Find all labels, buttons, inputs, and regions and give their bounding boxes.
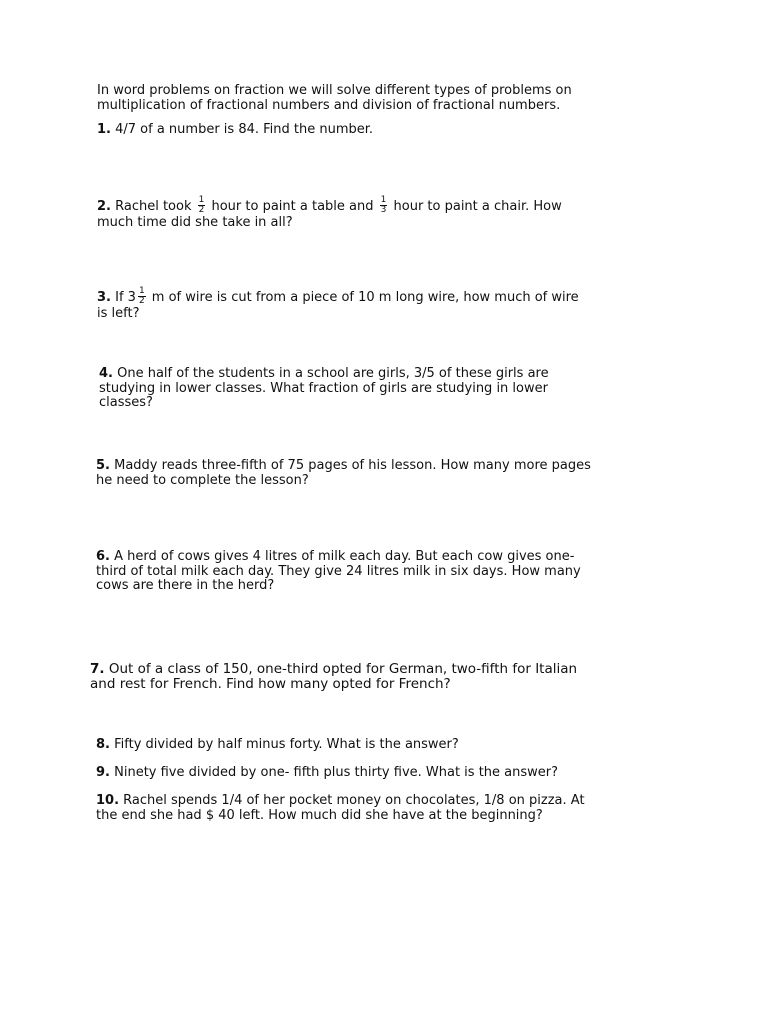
question-text-line-3: classes? [99, 395, 153, 410]
fraction-numerator: 1 [198, 195, 205, 205]
question-number: 9. [96, 765, 110, 780]
question-4 [99, 367, 549, 411]
question-text-line-3: cows are there in the herd? [96, 578, 275, 593]
question-9 [96, 766, 558, 781]
intro-paragraph [97, 84, 572, 113]
question-7 [90, 662, 577, 692]
question-text-part: If 3 [110, 290, 136, 305]
fraction-one-half [198, 196, 206, 215]
question-number: 2. [97, 199, 111, 214]
question-number: 5. [96, 458, 110, 473]
question-text: 4/7 of a number is 84. Find the number. [110, 122, 374, 137]
question-2 [97, 197, 562, 231]
question-text-line-2: and rest for French. Find how many opted for French? [90, 676, 451, 692]
question-number: 10. [96, 793, 120, 808]
question-text-part: hour to paint a table and [207, 199, 378, 214]
question-number: 8. [96, 737, 110, 752]
question-text-part: m of wire is cut from a piece of 10 m long wire, how much of wire [147, 290, 579, 305]
question-text-line-2: much time did she take in all? [97, 215, 293, 230]
question-8 [96, 738, 459, 753]
fraction-denominator: 3 [380, 205, 387, 215]
question-1 [97, 123, 373, 138]
question-text-part: hour to paint a chair. How [389, 199, 562, 214]
question-text: Fifty divided by half minus forty. What is the answer? [109, 737, 459, 752]
question-text-line-2: the end she had $ 40 left. How much did she have at the beginning? [96, 807, 543, 823]
question-number: 6. [96, 549, 110, 564]
question-number: 4. [99, 366, 113, 381]
intro-line-2: multiplication of fractional numbers and division of fractional numbers. [97, 97, 561, 113]
question-number: 7. [90, 661, 105, 677]
fraction-one-third [380, 196, 388, 215]
question-6 [96, 550, 581, 594]
question-number: 3. [97, 290, 111, 305]
intro-line-1: In word problems on fraction we will solve different types of problems on [97, 83, 572, 98]
question-number: 1. [97, 122, 111, 137]
question-text: Rachel spends 1/4 of her pocket money on chocolates, 1/8 on pizza. At [119, 793, 585, 808]
question-text-part: Rachel took [110, 199, 196, 214]
question-text: Ninety five divided by one- fifth plus thirty five. What is the answer? [109, 765, 559, 780]
fraction-one-half [138, 287, 146, 306]
question-text: Out of a class of 150, one-third opted for German, two-fifth for Italian [104, 661, 578, 677]
fraction-denominator: 2 [138, 296, 145, 306]
question-text: One half of the students in a school are girls, 3/5 of these girls are [112, 366, 549, 381]
question-text: A herd of cows gives 4 litres of milk each day. But each cow gives one- [109, 549, 575, 564]
question-text-line-2: he need to complete the lesson? [96, 472, 309, 488]
fraction-denominator: 2 [198, 205, 205, 215]
fraction-numerator: 1 [380, 195, 387, 205]
question-5 [96, 459, 591, 488]
question-text: Maddy reads three-fifth of 75 pages of his lesson. How many more pages [109, 458, 591, 473]
question-3 [97, 288, 579, 322]
fraction-numerator: 1 [138, 286, 145, 296]
question-text-line-2: third of total milk each day. They give 24 litres milk in six days. How many [96, 563, 581, 579]
question-text-line-2: is left? [97, 306, 140, 321]
question-text-line-2: studying in lower classes. What fraction of girls are studying in lower [99, 380, 548, 396]
question-10 [96, 794, 585, 823]
